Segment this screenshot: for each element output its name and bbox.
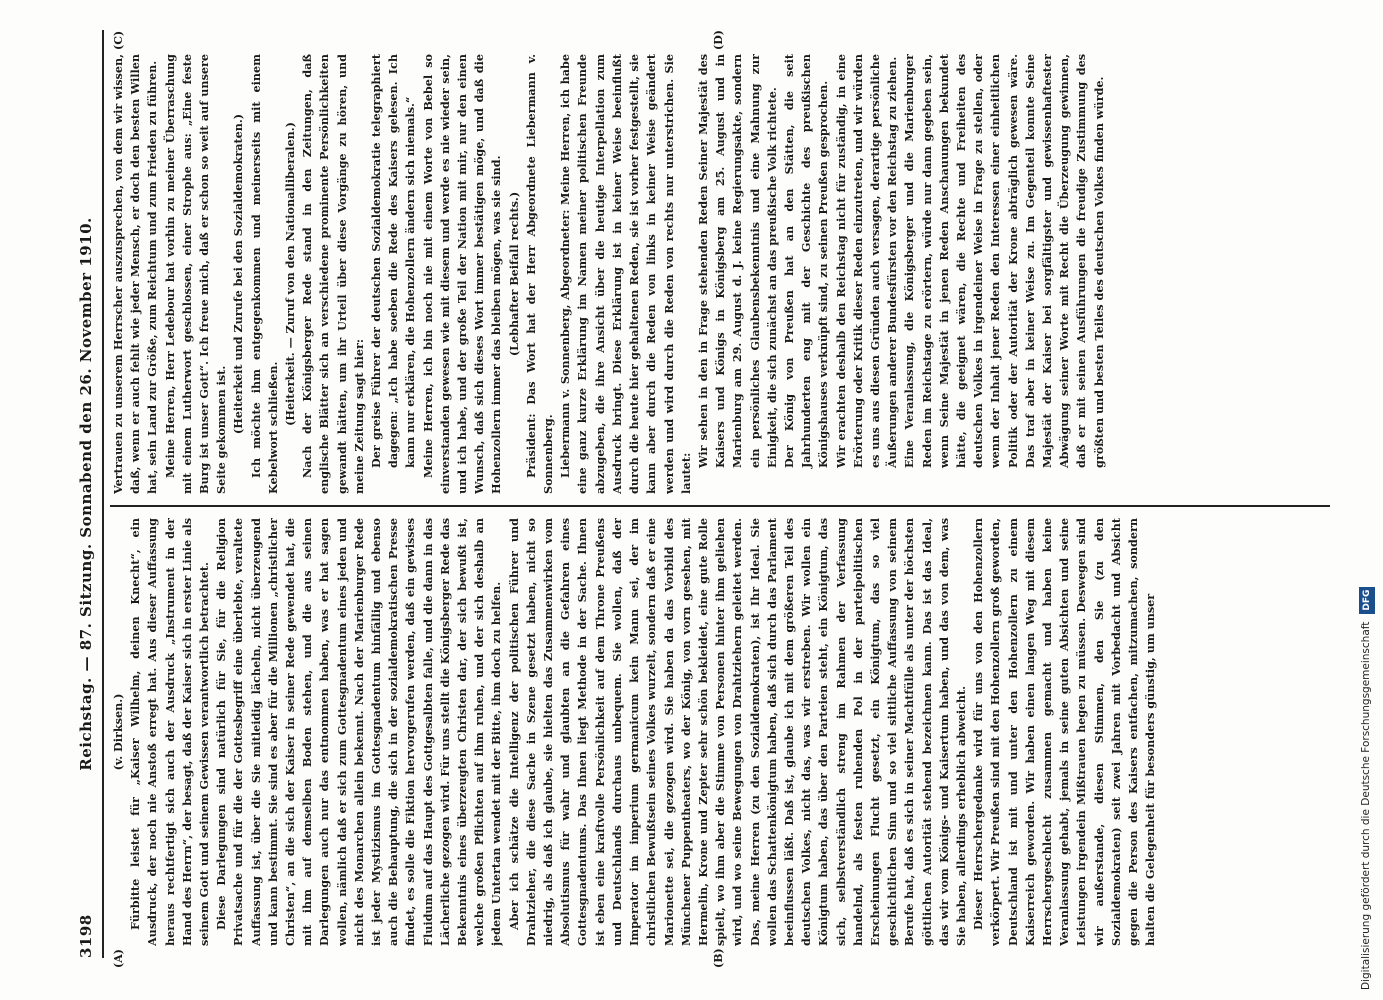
quotation: Wir sehen in den in Frage stehenden Reden Seiner Majestät des Kaisers und Königs in Königsberg am 25. August und in Marienburg am 29. August d. J. keine Regierungsakte, sondern ein persönliches Glaubensbekenntnis und eine Mahnung zur Einigkeit, die sich zunächst an das preußische Volk richtete. [695,54,779,468]
paragraph: Liebermann v. Sonnenberg, Abgeordneter: Meine Herren, ich habe eine ganz kurze Erklärung im Namen meiner politischen Freunde abzugeben, die ihre Ansicht über die heutige Interpellation zum Ausdruck bringt. Diese Erklärung ist in keiner Weise beeinflußt durch die heute hier gehaltenen Reden, sie ist vorher festgestellt, sie kann aber durch die Reden von links in keiner Weise geändert werden und wird durch die Reden von rechts nur unterstrichen. Sie lautet: [558,54,693,494]
paragraph: Vertrauen zu unserem Herrscher auszusprechen, von dem wir wissen, daß, wenn er auch fehlt wie jeder Mensch, er doch den besten Willen hat, sein Land zur Größe, zum Reichtum und zum Frieden zu führen. [111,54,160,494]
paragraph: Meine Herren, ich bin noch nie mit einem Worte von Bebel so einverstanden gewesen wie mit diesem und werde es nie wieder sein, und ich habe, und der große Teil der Nation mit mir, nur den einen Wunsch, daß sich dieses Wort immer bestätigen möge, und daß die Hohenzollern immer das bleiben mögen, was sie sind. [420,54,504,494]
dfg-logo: DFG [1359,587,1375,614]
president-statement: Präsident: Das Wort hat der Herr Abgeordnete Liebermann v. Sonnenberg. [523,54,556,494]
credit-text: Digitalisierung gefördert durch die Deutsche Forschungsgemeinschaft [1360,621,1372,990]
header-rule [102,30,104,958]
margin-marker-b: (B) [712,948,725,968]
page-header [72,30,100,958]
paragraph: Dieser Herrschergedanke wird für uns von den Hohenzollern verkörpert. Wir Preußen sind mit den Hohenzollern groß geworden, Deutschland ist mit und unter den Hohenzollern zu einem Kaiserreich geworden. Wir haben einen langen Weg mit diesem Herrschergeschlecht zusammen gemacht und haben keine Veranlassung gehabt, jemals in seine guten Absichten und seine Leistungen irgendein Mißtrauen hegen zu müssen. Deswegen sind wir außerstande, diesen Stimmen, den Sie (zu den Sozialdemokraten) seit zwei Jahren mit Vorbedacht und Absicht gegen die Person des Kaisers entfachen, mitzumachen, sondern halten die Gelegenheit für besonders günstig, um unser [971,518,1158,946]
margin-marker-c: (C) [112,30,125,50]
column-divider [110,505,1330,507]
right-column [110,54,1330,494]
quotation: Wir erachten deshalb den Reichstag nicht für zuständig, in eine Erörterung oder Kritik dieser Reden einzutreten, und wir würden es uns aus diesen Gründen auch versagen, derartige persönliche Äußerungen anderer Bundesfürsten vor den Reichstag zu ziehen. [833,54,900,468]
quotation: Eine Veranlassung, die Königsberger und die Marienburger Reden im Reichstage zu erörtern, würde nur dann gegeben sein, wenn Seine Majestät in jenen Reden Anschauungen bekundet hätte, die geeignet wären, die Rechte und Freiheiten des deutschen Volkes in irgendeiner Weise in Frage zu stellen, oder wenn der Inhalt jener Reden den Interessen einer einheitlichen Politik oder der Autorität der Krone abträglich gewesen wäre. Das traf aber in keiner Weise zu. Im Gegenteil konnte Seine Majestät der Kaiser bei sorgfältigster und gewissenhaftester Abwägung seiner Worte mit Recht die Überzeugung gewinnen, daß er mit seinen Ausführungen die freudige Zustimmung des größten und besten Teiles des deutschen Volkes finden würde. [902,54,1106,468]
paragraph: Diese Darlegungen sind natürlich für Sie, für die Religion Privatsache und für die der Gottesbegriff eine überlebte, veraltete Auffassung ist, über die Sie mitleidig lächeln, nicht überzeugend und kann bestimmt. Sie sind es aber für die Millionen „christlicher Christen“, an die sich der Kaiser in seiner Rede gewendet hat, die mit ihm auf demselben Boden stehen, und die aus seinen Darlegungen auch nur das entnommen haben, was er hat sagen wollen, nämlich daß er sich zum Gottesgnadentum eines jeden und nicht des Monarchen allein bekennt. Nach der Marienburger Rede ist jeder Mystizismus im Gottesgnadentum hinfällig und ebenso auch die Behauptung, die sich in der sozialdemokratischen Presse findet, es solle die Fiktion hervorgerufen werden, daß ein gewisses Fluidum auf das Haupt des Gottgesalbten falle, und die dann in das Lächerliche gezogen wird. Für uns stellt die Königsberger Rede das Bekenntnis eines überzeugten Christen dar, der sich bewußt ist, welche großen Pflichten auf ihm ruhen, und der sich deshalb an jedem Untertan wendet mit der Bitte, ihm doch zu helfen. [214,518,504,946]
margin-marker-a: (A) [112,949,125,968]
interjection: (Lebhafter Beifall rechts.) [506,191,521,357]
paragraph: Meine Herren, Herr Ledebour hat vorhin zu meiner Überraschung mit einem Lutherwort geschlossen, einer Strophe aus: „Eine feste Burg ist unser Gott“. Ich freue mich, daß er schon so weit auf unsere Seite gekommen ist. [162,54,229,494]
quotation: Der König von Preußen hat an den Stätten, die seit Jahrhunderten eng mit der Geschichte des preußischen Königshauses verknüpft sind, zu seinen Preußen gesprochen. [781,54,831,468]
interjection: (Heiterkeit und Zurufe bei den Sozialdemokraten.) [231,113,246,435]
page-number: 3198 [77,914,95,958]
rotated-document-page [72,30,1337,970]
margin-marker-d: (D) [712,30,725,50]
speaker-tag: (v. Dirksen.) [111,693,125,771]
digitization-credit [1358,0,1375,990]
paragraph: Fürbitte leistet für „Kaiser Wilhelm, deinen Knecht“, ein Ausdruck, der noch nie Anstoß erregt hat. Aus dieser Auffassung heraus rechtfertigt sich auch der Ausdruck „Instrument in der Hand des Herrn“, der besagt, daß der Kaiser sich in erster Linie als seinem Gott und seinem Gewissen verantwortlich betrachtet. [128,518,212,946]
paragraph: Nach der Königsberger Rede stand in den Zeitungen, daß englische Blätter sich an verschiedene prominente Persönlichkeiten gewandt hätten, um ihr Urteil über diese Vorgänge zu hören, und meine Zeitung sagt hier: [300,54,366,494]
left-column [110,518,1330,946]
page-title: Reichstag. — 87. Sitzung. Sonnabend den 26. November 1910. [77,217,95,771]
interjection: (Heiterkeit. — Zuruf von den Nationalliberalen.) [283,122,298,426]
paragraph: Aber ich schätze die Intelligenz der politischen Führer und Drahtzieher, die diese Sache in Szene gesetzt haben, nicht so niedrig, als daß ich glaube, sie hielten das Zusammenwirken vom Absolutismus für wahr und glaubten an die Gefahren eines Gottesgnadentums. Das Ihnen liegt Methode in der Sache. Ihnen ist eben eine kraftvolle Persönlichkeit auf dem Throne Preußens und Deutschlands durchaus unbequem. Sie wollen, daß der Imperator im imperium germanicum kein Mann sei, der im christlichen Bewußtsein seines Volkes wurzelt, sondern daß er eine Marionette sei, die gezogen wird. Sie haben da das Vorbild des Münchener Puppentheaters, wo der König, von vorn gesehen, mit Hermelin, Krone und Zepter sehr schön bekleidet, eine gute Rolle spielt, wo ihm aber die Stimme von Personen hinter ihm geliehen wird, und wo seine Bewegungen von Drahtziehern geleitet werden. Das, meine Herren (zu den Sozialdemokraten), ist Ihr Ideal. Sie wollen das Schattenkönigtum haben, daß sich durch das Parlament beeinflussen läßt. Daß ist, glaube ich mit dem größeren Teil des deutschen Volkes, nicht das, was wir erstreben. Wir wollen ein Königtum haben, das über den Parteien steht, ein Königtum, das sich, selbstverständlich streng im Rahmen der Verfassung handelnd, als festen ruhenden Pol in der parteipolitischen Erscheinungen Flucht gesetzt, ein Königtum, das so viel geschichtlichen Sinn und so viel sittliche Auffassung von seinem Berufe hat, daß es sich in seiner Machtfülle als unter der höchsten göttlichen Autorität stehend bezeichnen kann. Das ist das Ideal, das wir vom Königs- und Kaisertum haben, und das von dem, was Sie haben, allerdings erheblich abweicht. [506,518,968,946]
quotation: Der greise Führer der deutschen Sozialdemokratie telegraphiert dagegen: „Ich habe soeben die Rede des Kaisers gelesen. Ich kann nur erklären, die Hohenzollern ändern sich niemals.“ [369,54,418,468]
paragraph: Ich möchte ihm entgegenkommen und meinerseits mit einem Kebelwort schließen. [248,54,280,494]
